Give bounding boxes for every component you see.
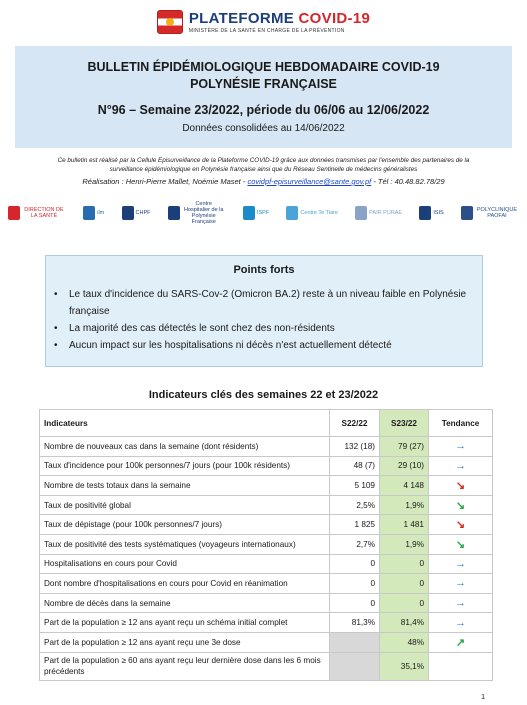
realisation-authors: Réalisation : Henri-Pierre Mallet, Noémie Maset - xyxy=(82,177,248,186)
partner-logo xyxy=(286,206,338,220)
credits-line1: Ce bulletin est réalisé par la Cellule Episurveillance de la Plateforme COVID-19 grâce aux données transmises par l'ensemble des partenaires de la xyxy=(57,157,470,164)
value-week22 xyxy=(330,652,380,680)
trend-arrow-icon: ↘ xyxy=(429,476,493,496)
header-trend: Tendance xyxy=(429,410,493,437)
trend-arrow-icon: → xyxy=(429,593,493,613)
polynesia-flag-icon xyxy=(157,10,183,34)
trend-arrow-icon: → xyxy=(429,574,493,594)
bulletin-issue: N°96 – Semaine 23/2022, période du 06/06 au 12/06/2022 xyxy=(97,103,430,117)
value-week23: 29 (10) xyxy=(380,456,429,476)
partner-name: PAIR PURAE xyxy=(369,210,403,216)
partner-emblem-icon xyxy=(355,206,367,220)
indicator-label: Nombre de nouveaux cas dans la semaine (dont résidents) xyxy=(40,437,330,457)
table-row xyxy=(40,593,493,613)
logo-title-part2: COVID-19 xyxy=(298,10,371,27)
trend-arrow-icon: → xyxy=(429,554,493,574)
partner-logos xyxy=(8,198,519,228)
partner-name: ISIS xyxy=(433,210,444,216)
header-indicator: Indicateurs xyxy=(40,410,330,437)
value-week22: 0 xyxy=(330,574,380,594)
table-row xyxy=(40,554,493,574)
partner-logo xyxy=(355,206,402,220)
value-week23: 1 481 xyxy=(380,515,429,535)
partner-name: ISPF xyxy=(256,210,270,216)
bulletin-consolidated-date: Données consolidées au 14/06/2022 xyxy=(182,123,345,134)
partner-name: CHPF xyxy=(135,210,151,216)
value-week23: 35,1% xyxy=(380,652,429,680)
table-row xyxy=(40,534,493,554)
indicator-label: Part de la population ≥ 60 ans ayant reçu leur dernière dose dans les 6 mois précédents xyxy=(40,652,330,680)
partner-name: ilm xyxy=(97,210,105,216)
partner-logo xyxy=(168,201,226,225)
indicator-label: Hospitalisations en cours pour Covid xyxy=(40,554,330,574)
trend-arrow-icon xyxy=(429,652,493,680)
bulletin-region: POLYNÉSIE FRANÇAISE xyxy=(190,77,337,91)
value-week23: 0 xyxy=(380,593,429,613)
trend-arrow-icon: ↘ xyxy=(429,534,493,554)
indicator-label: Part de la population ≥ 12 ans ayant reçu une 3e dose xyxy=(40,632,330,652)
key-point-item: • Aucun impact sur les hospitalisations ni décès n'est actuellement détecté xyxy=(52,337,482,354)
table-row xyxy=(40,574,493,594)
table-row xyxy=(40,495,493,515)
partner-emblem-icon xyxy=(168,206,180,220)
credits-line2: surveillance épidémiologique en Polynésie française ainsi que du Réseau Sentinelle de médecins généralistes xyxy=(109,166,418,173)
table-row xyxy=(40,515,493,535)
header-logo xyxy=(0,0,527,44)
page-number: 1 xyxy=(481,694,485,701)
table-row xyxy=(40,632,493,652)
value-week23: 4 148 xyxy=(380,476,429,496)
trend-arrow-icon: ↘ xyxy=(429,495,493,515)
realisation xyxy=(30,176,497,187)
indicator-label: Nombre de tests totaux dans la semaine xyxy=(40,476,330,496)
table-row xyxy=(40,476,493,496)
partner-emblem-icon xyxy=(286,206,298,220)
partner-name: POLYCLINIQUE PAOFAI xyxy=(476,207,518,219)
contact-phone: - Tél : 40.48.82.78/29 xyxy=(371,177,445,186)
contact-email-link[interactable]: covidpf-episurveillance@sante.gov.pf xyxy=(247,177,372,186)
partner-name: Centre Te Tiare xyxy=(300,210,338,216)
table-header-row xyxy=(40,410,493,437)
logo-subtitle: MINISTÈRE DE LA SANTÉ EN CHARGE DE LA PRÉVENTION xyxy=(188,28,345,34)
value-week22: 132 (18) xyxy=(330,437,380,457)
value-week22: 2,5% xyxy=(330,495,380,515)
value-week22: 5 109 xyxy=(330,476,380,496)
partner-emblem-icon xyxy=(461,206,473,220)
value-week22: 0 xyxy=(330,593,380,613)
trend-arrow-icon: → xyxy=(429,437,493,457)
value-week23: 1,9% xyxy=(380,534,429,554)
table-row xyxy=(40,652,493,680)
trend-arrow-icon: → xyxy=(429,613,493,633)
partner-logo xyxy=(122,206,151,220)
partner-logo xyxy=(8,206,66,220)
partner-emblem-icon xyxy=(419,206,431,220)
indicator-label: Nombre de décès dans la semaine xyxy=(40,593,330,613)
partner-emblem-icon xyxy=(243,206,255,220)
table-row xyxy=(40,456,493,476)
value-week23: 79 (27) xyxy=(380,437,429,457)
value-week22: 2,7% xyxy=(330,534,380,554)
logo-title-part1: PLATEFORME xyxy=(188,10,295,27)
key-point-item: • La majorité des cas détectés le sont chez des non-résidents xyxy=(52,320,482,337)
indicator-label: Taux de dépistage (pour 100k personnes/7 jours) xyxy=(40,515,330,535)
partner-logo xyxy=(243,206,269,220)
table-row xyxy=(40,613,493,633)
header-week23: S23/22 xyxy=(380,410,429,437)
partner-logo xyxy=(461,206,519,220)
partner-logo xyxy=(419,206,443,220)
partner-emblem-icon xyxy=(83,206,95,220)
value-week23: 0 xyxy=(380,554,429,574)
key-point-item: • Le taux d'incidence du SARS-Cov-2 (Omicron BA.2) reste à un niveau faible en Polynésie française xyxy=(52,286,482,320)
partner-name: Centre Hospitalier de la Polynésie Française xyxy=(184,201,224,225)
indicator-label: Dont nombre d'hospitalisations en cours pour Covid en réanimation xyxy=(40,574,330,594)
indicator-label: Taux de positivité global xyxy=(40,495,330,515)
value-week23: 81,4% xyxy=(380,613,429,633)
value-week22: 48 (7) xyxy=(330,456,380,476)
value-week23: 1,9% xyxy=(380,495,429,515)
value-week22 xyxy=(330,632,380,652)
trend-arrow-icon: → xyxy=(429,456,493,476)
trend-arrow-icon: ↘ xyxy=(429,515,493,535)
indicators-title: Indicateurs clés des semaines 22 et 23/2022 xyxy=(148,389,379,401)
value-week22: 81,3% xyxy=(330,613,380,633)
credits xyxy=(30,156,497,187)
indicator-label: Taux d'incidence pour 100k personnes/7 jours (pour 100k résidents) xyxy=(40,456,330,476)
logo-title xyxy=(189,10,370,27)
key-points-box xyxy=(45,255,483,367)
indicator-label: Taux de positivité des tests systématiques (voyageurs internationaux) xyxy=(40,534,330,554)
value-week23: 48% xyxy=(380,632,429,652)
title-banner xyxy=(15,46,512,148)
partner-emblem-icon xyxy=(122,206,134,220)
indicators-table xyxy=(39,409,493,681)
bulletin-title: BULLETIN ÉPIDÉMIOLOGIQUE HEBDOMADAIRE COVID-19 xyxy=(87,60,440,74)
header-week22: S22/22 xyxy=(330,410,380,437)
partner-logo xyxy=(83,206,104,220)
partner-name: DIRECTION DE LA SANTÉ xyxy=(24,207,64,219)
key-points-list xyxy=(52,286,482,354)
key-points-title: Points forts xyxy=(233,264,295,276)
value-week23: 0 xyxy=(380,574,429,594)
value-week22: 0 xyxy=(330,554,380,574)
value-week22: 1 825 xyxy=(330,515,380,535)
table-row xyxy=(40,437,493,457)
trend-arrow-icon: ↗ xyxy=(429,632,493,652)
indicator-label: Part de la population ≥ 12 ans ayant reçu un schéma initial complet xyxy=(40,613,330,633)
partner-emblem-icon xyxy=(8,206,20,220)
